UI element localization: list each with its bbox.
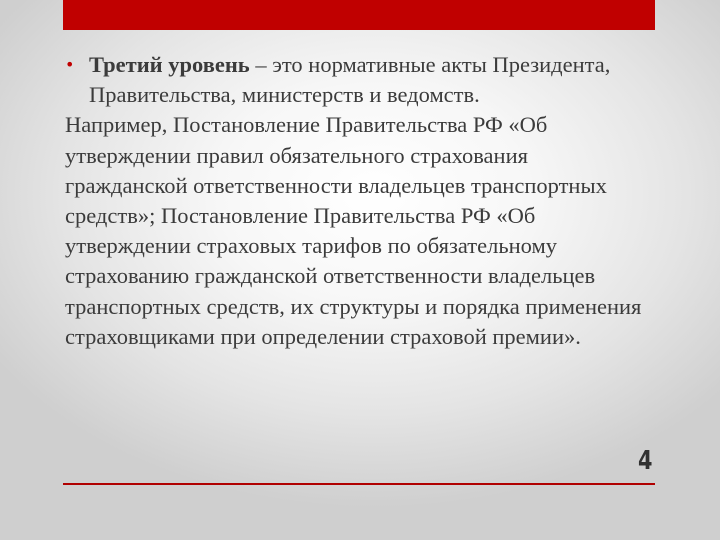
body-paragraph: Например, Постановление Правительства РФ «Об утверждении правил обязательного страхования гражданской ответственности владельцев транспортных средств»; Постановление Правительства РФ «Об утверждении страховых тарифов по обязательному страхованию гражданской ответственности владельцев транспортных средств, их структуры и порядка применения страховщиками при определении страховой премии».: [65, 112, 642, 349]
bottom-divider: [63, 483, 655, 485]
slide-content: [65, 50, 655, 352]
top-accent-bar: [63, 0, 655, 30]
page-number: 4: [638, 446, 653, 476]
bullet-icon: •: [65, 55, 75, 74]
bullet-text: – это нормативные акты Президента, Правительства, министерств и ведомств.: [89, 52, 611, 108]
bullet-term: Третий уровень: [89, 52, 250, 77]
bullet-item: [65, 50, 655, 110]
